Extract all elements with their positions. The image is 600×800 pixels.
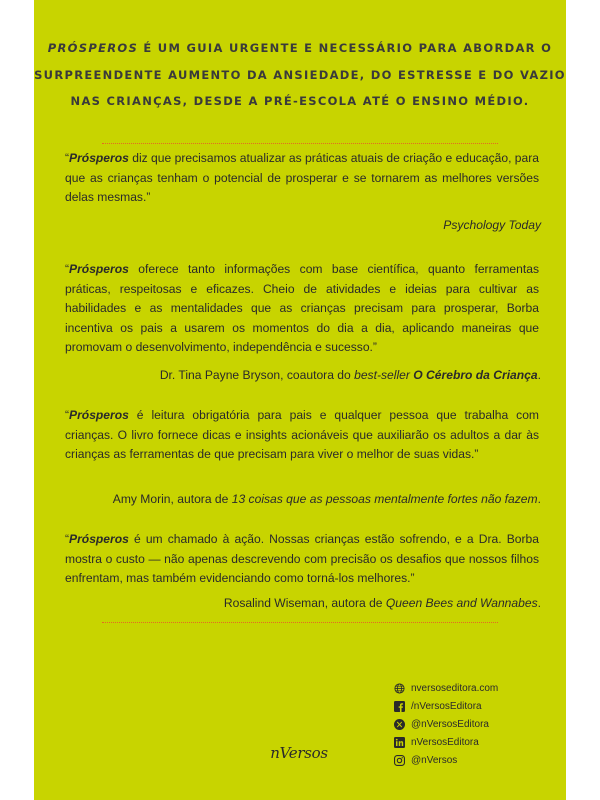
social-links — [394, 680, 564, 770]
social-text: nVersosEditora — [411, 736, 479, 748]
tagline — [34, 35, 566, 115]
social-linkedin[interactable] — [394, 734, 564, 750]
quote-2 — [65, 260, 539, 358]
quote-text: oferece tanto informações com base científica, quanto ferramentas práticas, respeitosas e eficazes. Cheio de atividades e ideias para cultivar as habilidades e as mentalidades que as crianças precisam para prosperar, Borba incentiva os pais a usarem os momentos do dia a dia, aplicando maneiras que promovam o desenvolvimento, independência e sucesso.” — [65, 262, 539, 354]
instagram-icon — [394, 755, 405, 766]
quote-1 — [65, 149, 539, 208]
attribution-end: . — [537, 368, 541, 382]
quote-3 — [65, 406, 539, 465]
quote-lead: Prósperos — [69, 262, 129, 276]
tagline-line-2: SURPREENDENTE AUMENTO DA ANSIEDADE, DO ESTRESSE E DO VAZIO — [34, 67, 566, 82]
quote-lead: Prósperos — [69, 408, 129, 422]
attribution-source: Psychology Today — [443, 218, 541, 232]
attribution-book: Queen Bees and Wannabes — [385, 596, 538, 610]
quote-4 — [65, 530, 539, 589]
divider-bottom — [102, 622, 498, 623]
quote-lead: Prósperos — [69, 151, 129, 165]
open-quote: “ — [65, 151, 70, 165]
attribution-3 — [65, 490, 541, 508]
social-text: @nVersos — [411, 754, 458, 766]
attribution-author: Amy Morin, autora de — [112, 492, 232, 506]
social-text: /nVersosEditora — [411, 700, 482, 712]
open-quote: “ — [65, 408, 70, 422]
tagline-line-3: NAS CRIANÇAS, DESDE A PRÉ-ESCOLA ATÉ O ENSINO MÉDIO. — [70, 94, 530, 108]
attribution-4 — [65, 594, 541, 612]
attribution-book: 13 coisas que as pessoas mentalmente fortes não fazem — [231, 492, 538, 506]
tagline-line-1: É UM GUIA URGENTE E NECESSÁRIO PARA ABORDAR O — [138, 41, 553, 55]
attribution-2 — [65, 366, 541, 384]
quote-lead: Prósperos — [69, 532, 129, 546]
attribution-end: . — [537, 596, 541, 610]
x-icon — [394, 719, 405, 730]
tagline-title: PRÓSPEROS — [47, 41, 139, 55]
quote-text: é um chamado à ação. Nossas crianças estão sofrendo, e a Dra. Borba mostra o custo — não apenas descrevendo com precisão os desafios que nossos filhos enfrentam, mas também evidenciando como torná-los melhores.” — [65, 532, 539, 585]
quote-text: é leitura obrigatória para pais e qualquer pessoa que trabalha com crianças. O livro fornece dicas e insights acionáveis que auxiliarão os adultos a dar às crianças as ferramentas de que precisam para viver o melhor de suas vidas.” — [65, 408, 539, 461]
attribution-1 — [65, 216, 541, 234]
quote-text: diz que precisamos atualizar as práticas atuais de criação e educação, para que as crianças tenham o potencial de prosperar e se tornarem as melhores versões delas mesmas.” — [65, 151, 539, 204]
facebook-icon — [394, 701, 405, 712]
social-instagram[interactable] — [394, 752, 564, 768]
social-website[interactable] — [394, 680, 564, 696]
attribution-end: . — [537, 492, 541, 506]
open-quote: “ — [65, 532, 70, 546]
open-quote: “ — [65, 262, 70, 276]
attribution-book: O Cérebro da Criança — [413, 368, 538, 382]
linkedin-icon — [394, 737, 405, 748]
social-text: @nVersosEditora — [411, 718, 489, 730]
attribution-author: Rosalind Wiseman, autora de — [223, 596, 386, 610]
globe-icon — [394, 683, 405, 694]
social-text: nversoseditora.com — [411, 682, 499, 694]
social-facebook[interactable] — [394, 698, 564, 714]
attribution-author: Dr. Tina Payne Bryson, coautora do — [159, 368, 355, 382]
social-x[interactable] — [394, 716, 564, 732]
publisher-logo: nVersos — [270, 744, 328, 762]
back-cover — [34, 0, 566, 800]
divider-top — [102, 143, 498, 144]
attribution-italic: best-seller — [354, 368, 410, 382]
